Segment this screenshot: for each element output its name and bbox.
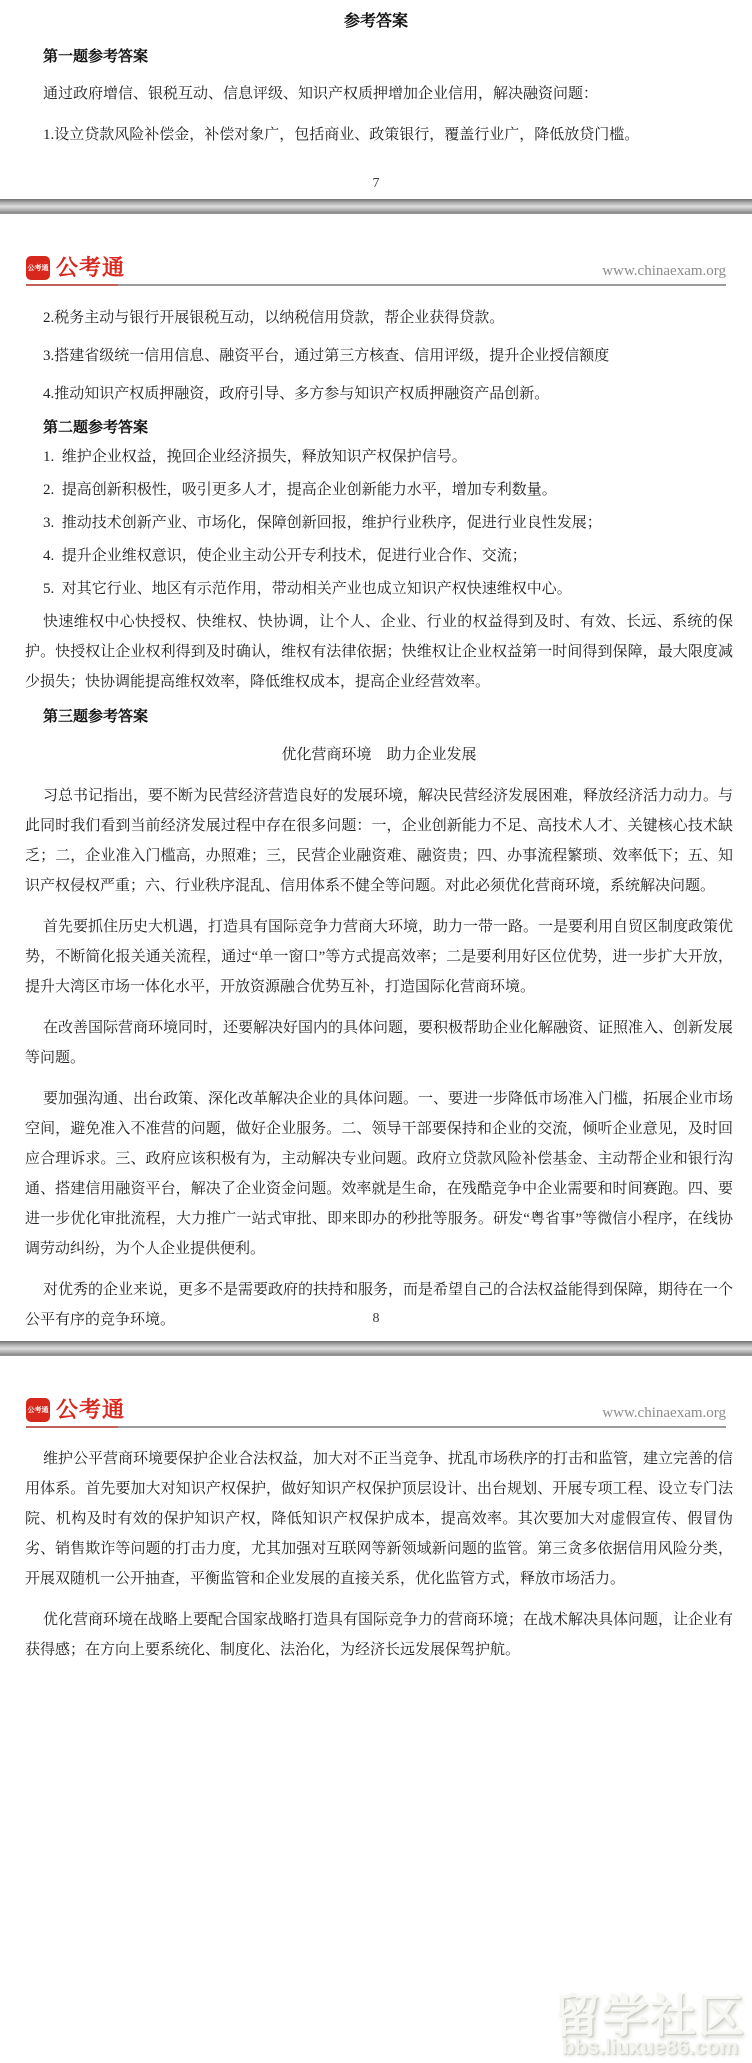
- watermark: [554, 1989, 746, 2059]
- question3-heading: 第三题参考答案: [43, 709, 149, 725]
- page-8: [0, 214, 752, 1341]
- site-logo: [26, 1398, 125, 1422]
- watermark-url: bbs.liuxue86.com: [561, 2035, 739, 2059]
- watermark-title: 留学社区: [554, 1989, 746, 2042]
- question2-item-4: 4. 提升企业维权意识，使企业主动公开专利技术，促进行业合作、交流；: [43, 548, 527, 564]
- essay-paragraph-7: 优化营商环境在战略上要配合国家战略打造具有国际竞争力的营商环境；在战术解决具体问题，让企业有获得感；在方向上要系统化、制度化、法治化，为经济长远发展保驾护航。: [25, 1612, 734, 1658]
- header-rule: [26, 284, 726, 286]
- page-9: [0, 1356, 752, 2063]
- page-header: [0, 214, 752, 286]
- question1-item-4: 4.推动知识产权质押融资，政府引导、多方参与知识产权质押融资产品创新。: [43, 386, 550, 402]
- question2-heading: 第二题参考答案: [43, 420, 149, 436]
- question1-item-3: 3.搭建省级统一信用信息、融资平台，通过第三方核查、信用评级，提升企业授信额度: [43, 348, 610, 364]
- header-url: www.chinaexam.org: [602, 263, 726, 279]
- page-number-7: 7: [372, 176, 380, 191]
- essay-paragraph-2: 首先要抓住历史大机遇，打造具有国际竞争力营商大环境，助力一带一路。一是要利用自贸区制度政策优势，不断简化报关通关流程，通过“单一窗口”等方式提高效率；二是要利用好区位优势，进一步扩大开放，提升大湾区市场一体化水平，开放资源融合优势互补，打造国际化营商环境。: [25, 919, 734, 995]
- essay-paragraph-5: 对优秀的企业来说，更多不是需要政府的扶持和服务，而是希望自己的合法权益能得到保障，期待在一个公平有序的竞争环境。: [25, 1282, 734, 1328]
- page-break-bar: [0, 199, 752, 214]
- header-rule: [26, 1426, 726, 1428]
- page-number-8: 8: [372, 1311, 380, 1326]
- question2-item-1: 1. 维护企业权益，挽回企业经济损失，释放知识产权保护信号。: [43, 449, 467, 465]
- logo-text: 公考通: [56, 1397, 126, 1422]
- question2-item-5: 5. 对其它行业、地区有示范作用，带动相关产业也成立知识产权快速维权中心。: [43, 581, 572, 597]
- logo-text: 公考通: [56, 255, 126, 280]
- question1-intro: 通过政府增信、银税互动、信息评级、知识产权质押增加企业信用，解决融资问题：: [43, 86, 599, 102]
- essay-title: 优化营商环境 助力企业发展: [281, 747, 477, 763]
- page-header: [0, 1356, 752, 1428]
- question2-item-3: 3. 推动技术创新产业、市场化，保障创新回报，维护行业秩序，促进行业良性发展；: [43, 515, 602, 531]
- page-break-bar: [0, 1341, 752, 1356]
- essay-paragraph-3: 在改善国际营商环境同时，还要解决好国内的具体问题，要积极帮助企业化解融资、证照准入、创新发展等问题。: [25, 1020, 734, 1066]
- essay-paragraph-6: 维护公平营商环境要保护企业合法权益，加大对不正当竞争、扰乱市场秩序的打击和监管，建立完善的信用体系。首先要加大对知识产权保护，做好知识产权保护顶层设计、出台规划、开展专项工程、设立专门法院、机构及时有效的保护知识产权，降低知识产权保护成本，提高效率。其次要加大对虚假宣传、假冒伪劣、销售欺诈等问题的打击力度，尤其加强对互联网等新领域新问题的监管。第三贪多依据信用风险分类，开展双随机一公开抽查，平衡监管和企业发展的直接关系，优化监管方式，释放市场活力。: [25, 1451, 734, 1587]
- document-title: 参考答案: [343, 13, 408, 30]
- essay-paragraph-1: 习总书记指出，要不断为民营经济营造良好的发展环境，解决民营经济发展困难，释放经济活力动力。与此同时我们看到当前经济发展过程中存在很多问题：一，企业创新能力不足、高技术人才、关键核心技术缺乏；二，企业准入门槛高，办照难；三，民营企业融资难、融资贵；四、办事流程繁琐、效率低下；五、知识产权侵权严重；六、行业秩序混乱、信用体系不健全等问题。对此必须优化营商环境，系统解决问题。: [25, 788, 734, 894]
- question2-item-2: 2. 提高创新积极性，吸引更多人才，提高企业创新能力水平，增加专利数量。: [43, 482, 557, 498]
- essay-paragraph-4: 要加强沟通、出台政策、深化改革解决企业的具体问题。一、要进一步降低市场准入门槛，拓展企业市场空间，避免准入不准营的问题，做好企业服务。二、领导干部要保持和企业的交流，倾听企业意见，及时回应合理诉求。三、政府应该积极有为，主动解决专业问题。政府立贷款风险补偿基金、主动帮企业和银行沟通、搭建信用融资平台，解决了企业资金问题。效率就是生命，在残酷竞争中企业需要和时间赛跑。四、要进一步优化审批流程，大力推广一站式审批、即来即办的秒批等服务。研发“粤省事”等微信小程序，在线协调劳动纠纷，为个人企业提供便利。: [25, 1091, 734, 1257]
- header-url: www.chinaexam.org: [602, 1405, 726, 1421]
- question1-item-2: 2.税务主动与银行开展银税互动，以纳税信用贷款，帮企业获得贷款。: [43, 310, 505, 326]
- logo-badge-icon: 公考通: [26, 256, 50, 280]
- logo-badge-icon: 公考通: [26, 1398, 50, 1422]
- question2-paragraph: 快速维权中心快授权、快维权、快协调，让个人、企业、行业的权益得到及时、有效、长远、系统的保护。快授权让企业权利得到及时确认，维权有法律依据；快维权让企业权益第一时间得到保障，最大限度减少损失；快协调能提高维权效率，降低维权成本，提高企业经营效率。: [25, 614, 733, 690]
- page-7: [0, 0, 752, 199]
- site-logo: [26, 256, 125, 280]
- question1-heading: 第一题参考答案: [43, 49, 149, 65]
- question1-item-1: 1.设立贷款风险补偿金，补偿对象广，包括商业、政策银行，覆盖行业广，降低放贷门槛。: [43, 127, 640, 143]
